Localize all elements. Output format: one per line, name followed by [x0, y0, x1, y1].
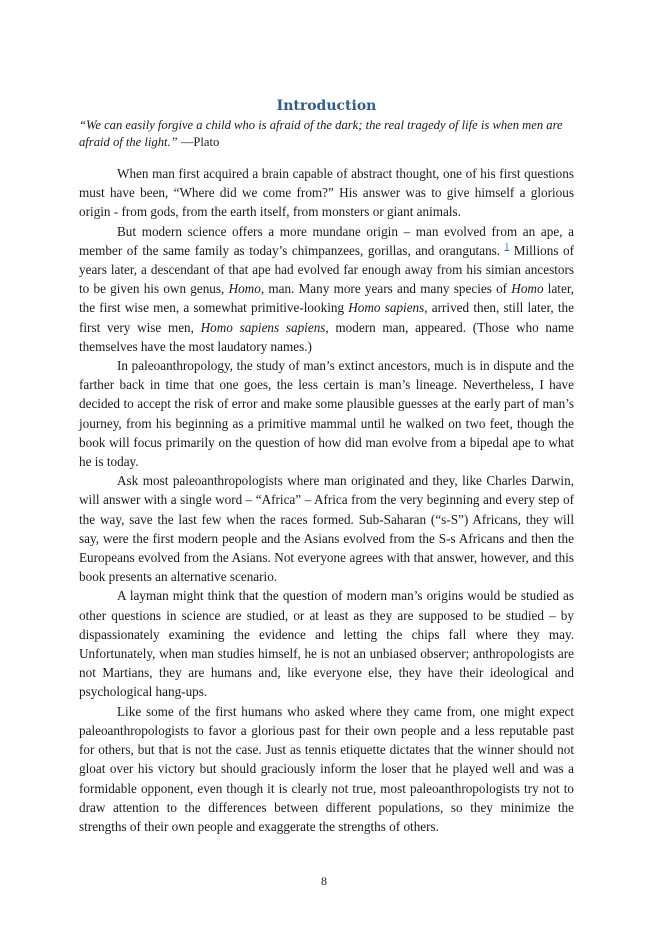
epigraph [79, 117, 574, 151]
paragraph-2-part-f: , modern man, appeared. (Those who name themselves have the most laudatory names.) [79, 319, 574, 354]
paragraph-2-part-b: Millions of years later, a descendant of that ape had evolved far enough away from his simian ancestors to be given his own genus, [79, 242, 575, 297]
page-number: 8 [321, 874, 327, 888]
paragraph-2-part-e: , arrived then, still later, the first very wise men, [79, 300, 574, 335]
species-homo-sapiens-sapiens: Homo sapiens sapiens [200, 319, 326, 335]
paragraph-6: Like some of the first humans who asked where they came from, one might expect paleoanthropologists to favor a glorious past for their own people and a less reputable past for others, but that is not the case. Just as tennis etiquette dictates that the winner should not gloat over his victory but should graciously inform the loser that he played well and was a formidable opponent, even though it is clearly not true, most paleoanthropologists try not to draw attention to the differences between different populations, so they minimize the strengths of their own people and exaggerate the strengths of others. [79, 703, 574, 834]
genus-homo: Homo [228, 281, 261, 297]
paragraph-2-part-d: later, the first wise men, a somewhat primitive-looking [79, 281, 574, 316]
species-homo-sapiens: Homo sapiens [348, 300, 425, 316]
paragraph-2 [79, 222, 574, 356]
genus-homo-2: Homo [511, 281, 544, 297]
epigraph-quote: “We can easily forgive a child who is afraid of the dark; the real tragedy of life is when men are afraid of the light.” [79, 118, 563, 149]
paragraph-3: In paleoanthropology, the study of man’s extinct ancestors, much is in dispute and the farther back in time that one goes, the less certain is man’s lineage. Nevertheless, I have decided to accept the risk of error and make some plausible guesses at the early part of man’s journey, from his beginning as a primitive mammal until he walked on two feet, though the book will focus primarily on the question of how did man evolve from a bipedal ape to what he is today. [79, 358, 574, 470]
epigraph-attribution: —Plato [177, 135, 220, 149]
paragraph-2-part-c: , man. Many more years and many species of [260, 281, 512, 297]
paragraph-4: Ask most paleoanthropologists where man originated and they, like Charles Darwin, will answer with a single word – “Africa” – Africa from the very beginning and every step of the way, save the last few when the races formed. Sub-Saharan (“s-S”) Africans, they will say, were the first modern people and the Asians evolved from the S-s Africans and then the Europeans evolved from the Asians. Not everyone agrees with that answer, however, and this book presents an alternative scenario. [79, 473, 574, 585]
paragraph-5: A layman might think that the question of modern man’s origins would be studied as other questions in science are studied, or at least as they are supposed to be studied – by dispassionately examining the evidence and letting the chips fall where they may. Unfortunately, when man studies himself, he is not an unbiased observer; anthropologists are not Martians, they are humans and, like everyone else, they have their ideological and psychological hang-ups. [79, 588, 574, 700]
footnote-link-1[interactable]: 1 [504, 241, 510, 252]
document-page [79, 97, 574, 836]
chapter-title: Introduction [276, 98, 377, 114]
paragraph-1: When man first acquired a brain capable of abstract thought, one of his first questions must have been, “Where did we come from?” His answer was to give himself a glorious origin - from gods, from the earth itself, from monsters or giant animals. [79, 166, 574, 220]
paragraph-2-part-a: But modern science offers a more mundane origin – man evolved from an ape, a member of the same family as today’s chimpanzees, gorillas, and orangutans. [79, 223, 574, 258]
